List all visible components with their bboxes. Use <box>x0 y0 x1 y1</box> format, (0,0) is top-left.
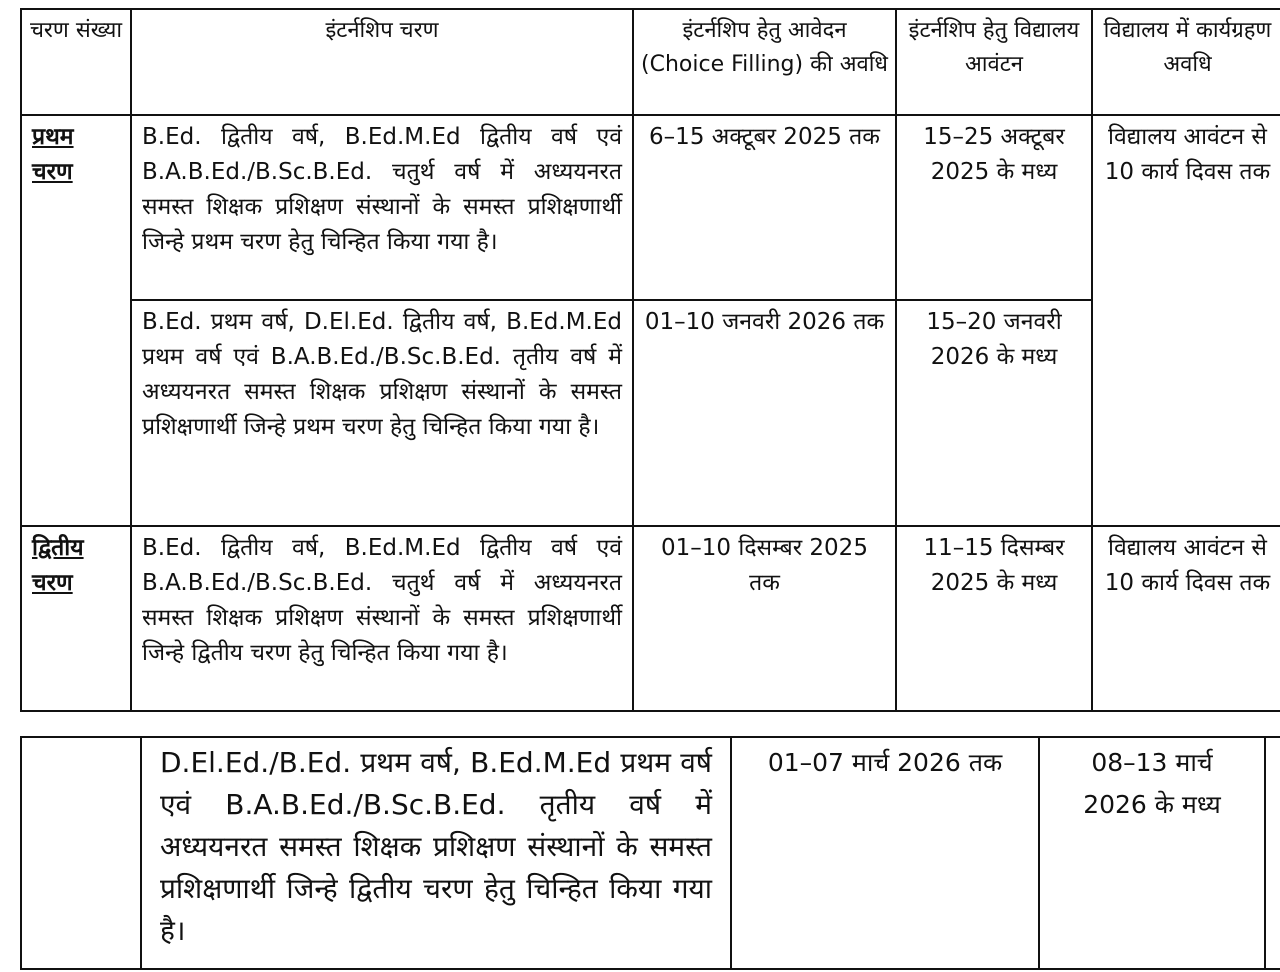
phase-label: प्रथम चरण <box>21 115 131 526</box>
header-phase-number: चरण संख्या <box>21 9 131 115</box>
application-period: 6–15 अक्टूबर 2025 तक <box>633 115 896 300</box>
header-internship-phase: इंटर्नशिप चरण <box>131 9 633 115</box>
phase-label: द्वितीय चरण <box>21 526 131 711</box>
application-period: 01–10 जनवरी 2026 तक <box>633 300 896 526</box>
joining-period-empty <box>1265 737 1280 969</box>
school-allotment: 08–13 मार्च 2026 के मध्य <box>1039 737 1265 969</box>
phase-description: B.Ed. द्वितीय वर्ष, B.Ed.M.Ed द्वितीय वर्ष एवं B.A.B.Ed./B.Sc.B.Ed. चतुर्थ वर्ष में अध्ययनरत समस्त शिक्षक प्रशिक्षण संस्थानों के समस्त प्रशिक्षणार्थी जिन्हे द्वितीय चरण हेतु चिन्हित किया गया है। <box>131 526 633 711</box>
header-row <box>21 9 1280 115</box>
school-allotment: 11–15 दिसम्बर 2025 के मध्य <box>896 526 1092 711</box>
table-row <box>21 526 1280 711</box>
phase-description: B.Ed. द्वितीय वर्ष, B.Ed.M.Ed द्वितीय वर्ष एवं B.A.B.Ed./B.Sc.B.Ed. चतुर्थ वर्ष में अध्ययनरत समस्त शिक्षक प्रशिक्षण संस्थानों के समस्त प्रशिक्षणार्थी जिन्हे प्रथम चरण हेतु चिन्हित किया गया है। <box>131 115 633 300</box>
phase-description: B.Ed. प्रथम वर्ष, D.El.Ed. द्वितीय वर्ष, B.Ed.M.Ed प्रथम वर्ष एवं B.A.B.Ed./B.Sc.B.Ed. तृतीय वर्ष में अध्ययनरत समस्त शिक्षक प्रशिक्षण संस्थानों के समस्त प्रशिक्षणार्थी जिन्हे प्रथम चरण हेतु चिन्हित किया गया है। <box>131 300 633 526</box>
school-allotment: 15–25 अक्टूबर 2025 के मध्य <box>896 115 1092 300</box>
joining-period: विद्यालय आवंटन से 10 कार्य दिवस तक <box>1092 526 1280 711</box>
header-school-allotment: इंटर्नशिप हेतु विद्यालय आवंटन <box>896 9 1092 115</box>
phase-description: D.El.Ed./B.Ed. प्रथम वर्ष, B.Ed.M.Ed प्रथम वर्ष एवं B.A.B.Ed./B.Sc.B.Ed. तृतीय वर्ष में अध्ययनरत समस्त शिक्षक प्रशिक्षण संस्थानों के समस्त प्रशिक्षणार्थी जिन्हे द्वितीय चरण हेतु चिन्हित किया गया है। <box>141 737 731 969</box>
table-row <box>21 300 1280 526</box>
application-period: 01–07 मार्च 2026 तक <box>731 737 1039 969</box>
joining-period: विद्यालय आवंटन से 10 कार्य दिवस तक <box>1092 115 1280 526</box>
table-row <box>21 115 1280 300</box>
header-application-period: इंटर्नशिप हेतु आवेदन (Choice Filling) की अवधि <box>633 9 896 115</box>
internship-schedule-table-continued <box>20 736 1280 970</box>
table-row <box>21 737 1280 969</box>
internship-schedule-table <box>20 8 1280 712</box>
school-allotment: 15–20 जनवरी 2026 के मध्य <box>896 300 1092 526</box>
phase-label-empty <box>21 737 141 969</box>
application-period: 01–10 दिसम्बर 2025 तक <box>633 526 896 711</box>
header-joining-period: विद्यालय में कार्यग्रहण अवधि <box>1092 9 1280 115</box>
